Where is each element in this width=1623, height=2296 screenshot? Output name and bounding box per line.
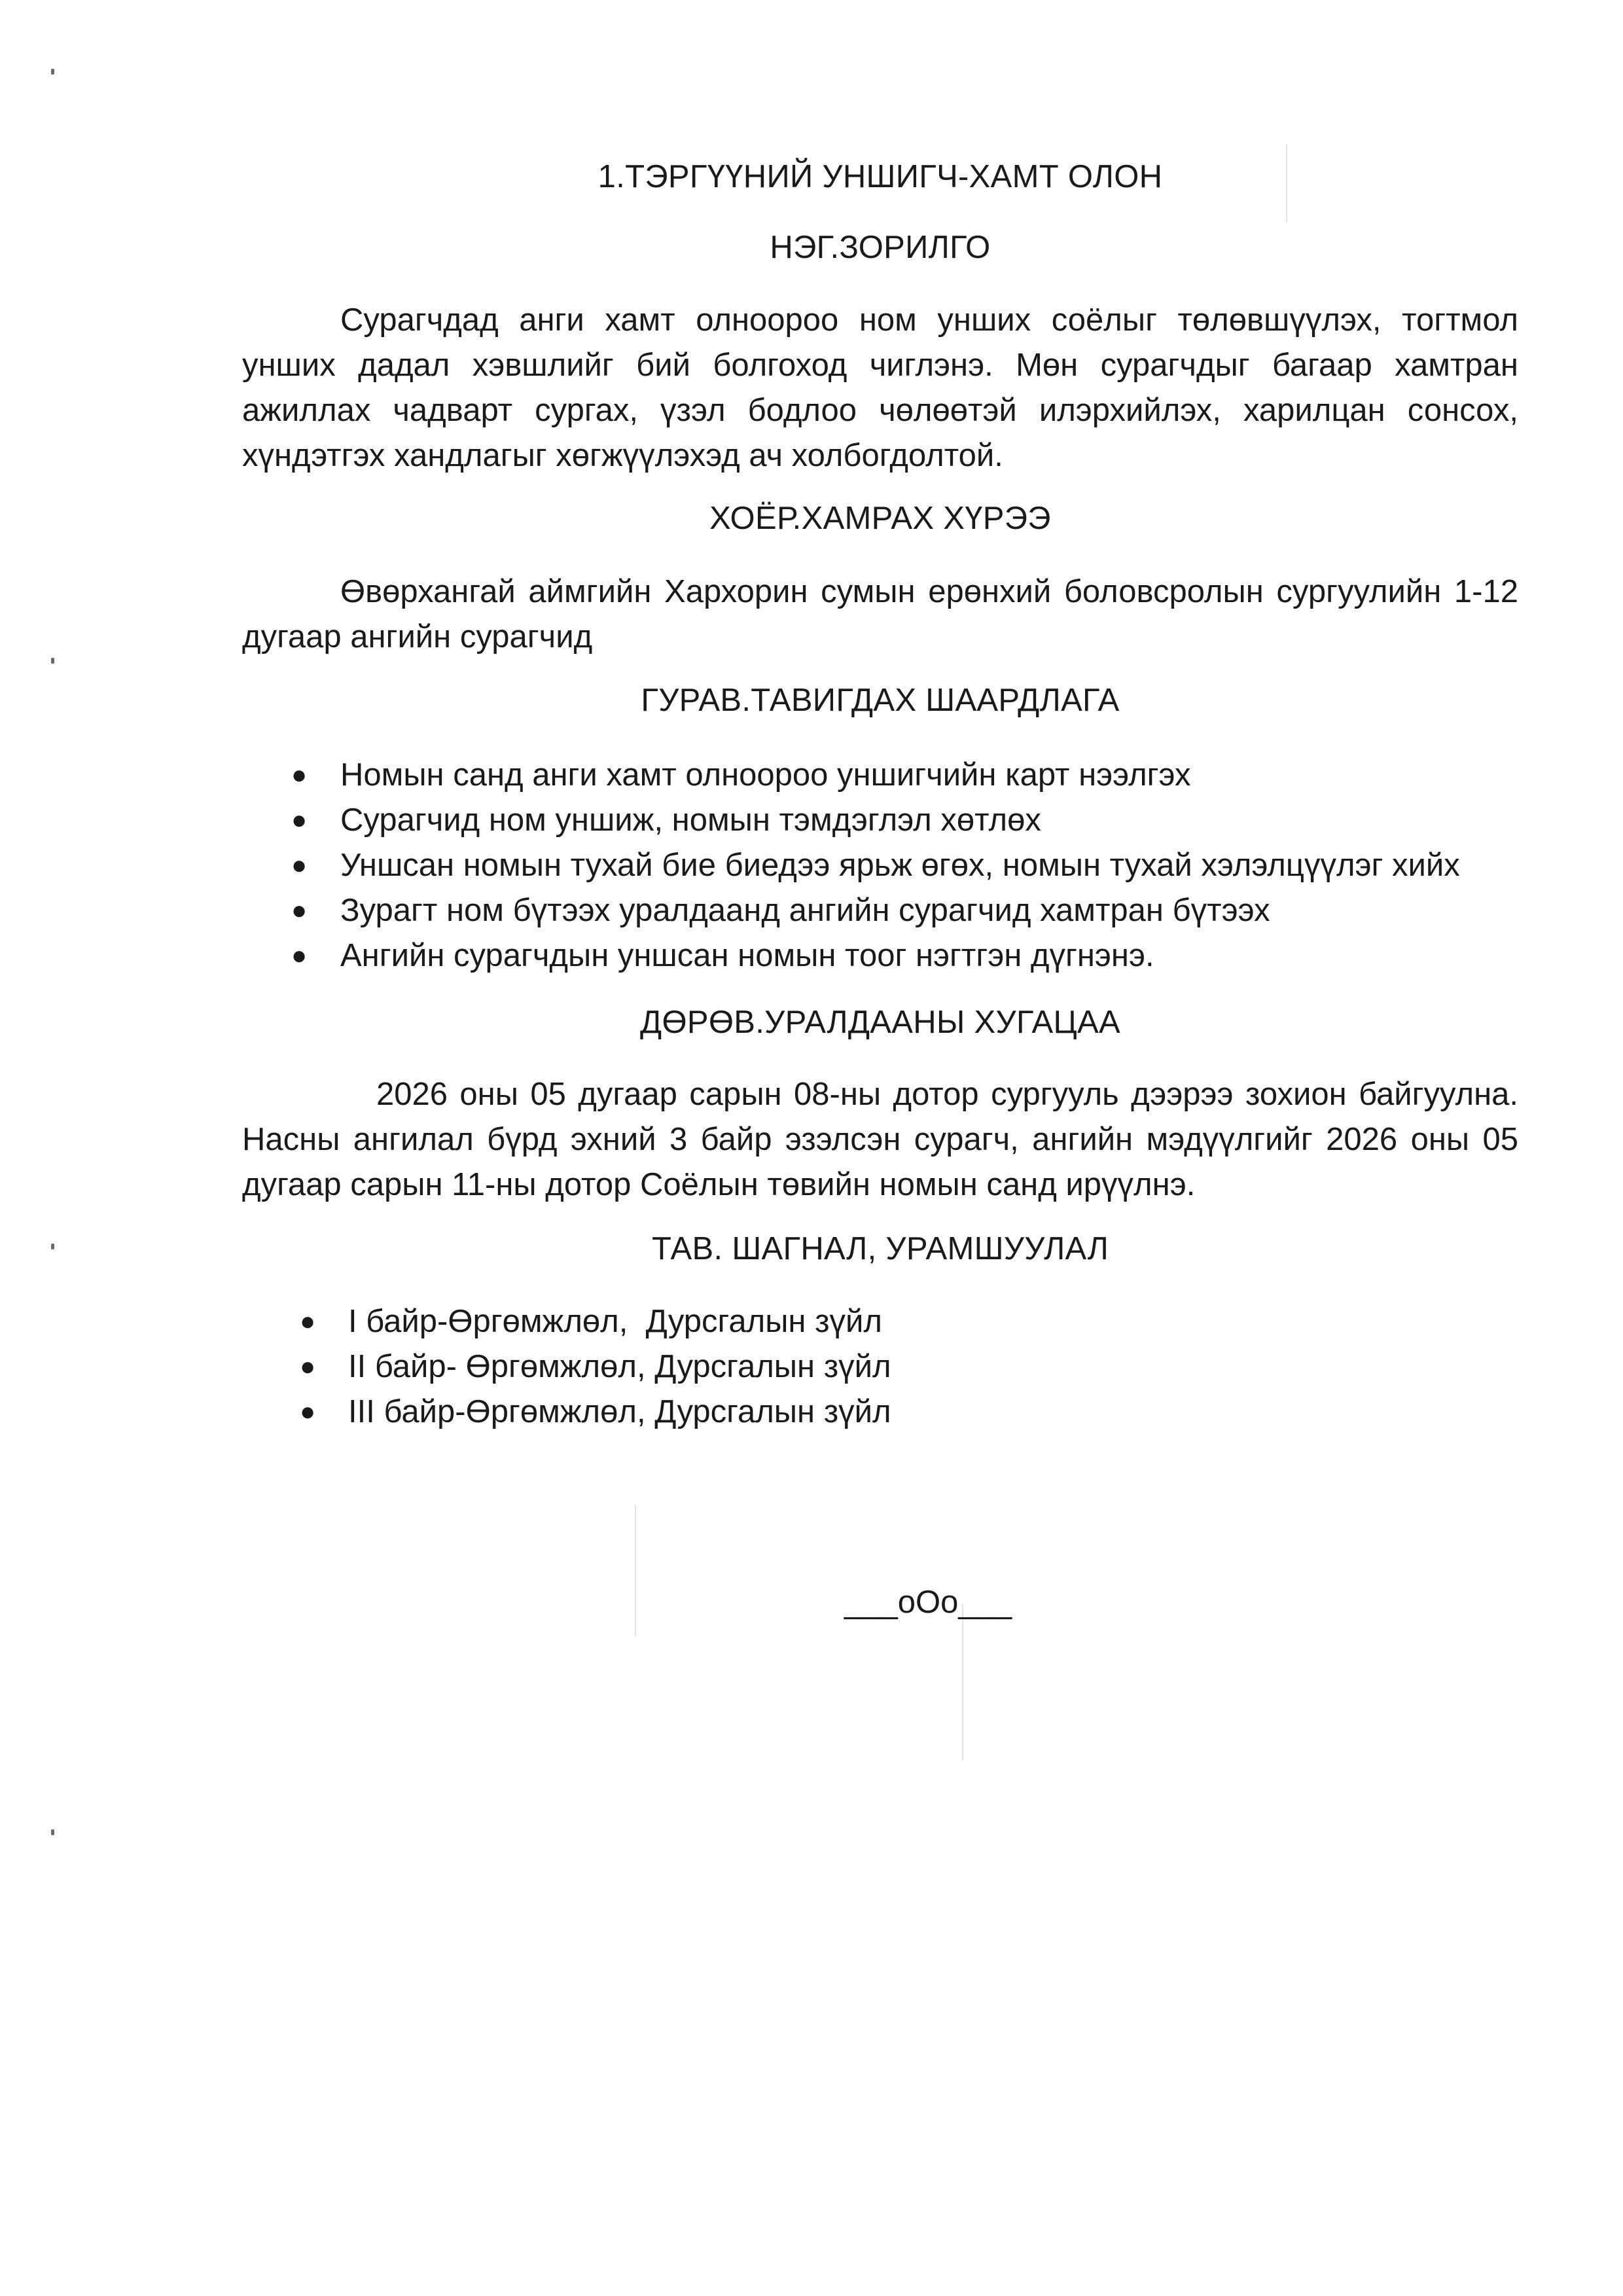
bullet-icon: ● [291, 851, 308, 880]
section-text-scope: Өвөрхангай аймгийн Хархорин сумын ерөнхий боловсролын сургуулийн 1-12 дугаар ангийн сурагчид [242, 574, 1518, 655]
scan-artifact-line [635, 1505, 636, 1636]
scan-artifact-line [962, 1604, 963, 1761]
list-item: ● II байр- Өргөмжлөл, Дурсгалын зүйл [242, 1344, 1518, 1390]
list-item: ● Сурагчид ном уншиж, номын тэмдэглэл хөтлөх [242, 798, 1518, 843]
bullet-icon: ● [300, 1307, 316, 1336]
bullet-icon: ● [300, 1352, 316, 1381]
end-mark: ___oOo___ [844, 1585, 1012, 1620]
list-item: ● III байр-Өргөмжлөл, Дурсгалын зүйл [242, 1390, 1518, 1435]
section-text-timeline: 2026 оны 05 дугаар сарын 08-ны дотор сургууль дээрээ зохион байгуулна. Насны ангилал бүрд эхний 3 байр эзэлсэн сурагч, ангийн мэдүүлгийг 2026 оны 05 дугаар сарын 11-ны дотор Соёлын төвийн номын санд ирүүлнэ. [242, 1077, 1518, 1202]
scan-artifact-dot [51, 1829, 54, 1835]
bullet-icon: ● [300, 1397, 316, 1426]
section-text-goal: Сурагчдад анги хамт олноороо ном унших соёлыг төлөвшүүлэх, тогтмол унших дадал хэвшлийг бий болгоход чиглэнэ. Мөн сурагчдыг багаар хамтран ажиллах чадварт сургах, үзэл бодлоо чөлөөтэй илэрхийлэх, харилцан сонсох, хүндэтгэх хандлагыг хөгжүүлэхэд ач холбогдолтой. [242, 302, 1518, 473]
list-item: ● I байр-Өргөмжлөл, Дурсгалын зүйл [242, 1299, 1518, 1344]
scan-artifact-dot [51, 658, 54, 664]
list-item: ● Ангийн сурагчдын уншсан номын тоог нэгтгэн дүгнэнэ. [242, 933, 1518, 978]
section-heading-requirements: ГУРАВ.ТАВИГДАХ ШААРДЛАГА [641, 683, 1120, 718]
document-title: 1.ТЭРГҮҮНИЙ УНШИГЧ-ХАМТ ОЛОН [597, 159, 1163, 194]
bullet-icon: ● [291, 896, 308, 925]
list-item: ● Зурагт ном бүтээх уралдаанд ангийн сурагчид хамтран бүтээх [242, 888, 1518, 933]
requirements-list [242, 753, 1518, 978]
list-item: ● Уншсан номын тухай бие биедээ ярьж өгөх, номын тухай хэлэлцүүлэг хийх [242, 843, 1518, 888]
scan-artifact-dot [51, 1244, 54, 1249]
bullet-icon: ● [291, 806, 308, 834]
scan-artifact-dot [51, 69, 54, 75]
section-heading-goal: НЭГ.ЗОРИЛГО [770, 230, 991, 265]
awards-list [242, 1299, 1518, 1435]
section-heading-awards: ТАВ. ШАГНАЛ, УРАМШУУЛАЛ [651, 1231, 1109, 1266]
bullet-icon: ● [291, 761, 308, 789]
section-heading-scope: ХОЁР.ХАМРАХ ХҮРЭЭ [709, 501, 1051, 536]
section-heading-timeline: ДӨРӨВ.УРАЛДААНЫ ХУГАЦАА [639, 1005, 1121, 1040]
list-item: ● Номын санд анги хамт олноороо уншигчийн карт нээлгэх [242, 753, 1518, 798]
bullet-icon: ● [291, 941, 308, 970]
